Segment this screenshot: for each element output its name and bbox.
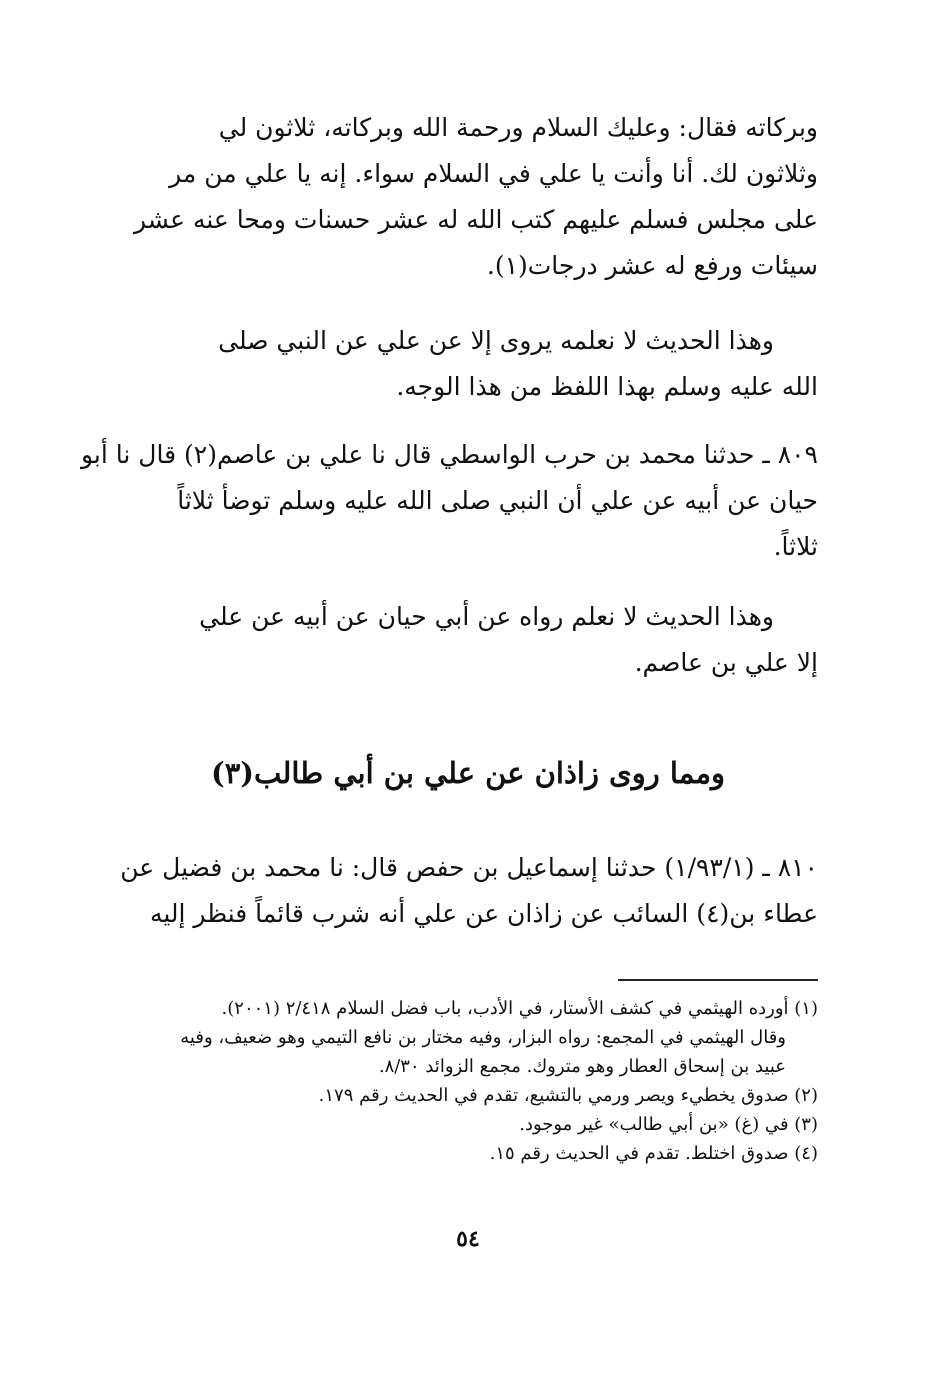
footnote-1: (١) أورده الهيثمي في كشف الأستار، في الأدب، باب فضل السلام ٢/٤١٨ (٢٠٠١). [221, 998, 818, 1019]
footnotes [118, 994, 818, 1168]
text-line: وهذا الحديث لا نعلم رواه عن أبي حيان عن أبيه عن علي [199, 602, 774, 631]
text-line: ثلاثاً. [773, 532, 818, 561]
text-line: إلا علي بن عاصم. [634, 648, 818, 677]
text-line: على مجلس فسلم عليهم كتب الله له عشر حسنات ومحا عنه عشر [133, 205, 818, 234]
footnote-4: (٤) صدوق اختلط. تقدم في الحديث رقم ١٥. [489, 1143, 818, 1164]
text-line: وبركاته فقال: وعليك السلام ورحمة الله وبركاته، ثلاثون لي [218, 113, 818, 142]
paragraph-1 [118, 105, 818, 289]
text-line: ٨١٠ ـ (١/٩٣/١) حدثنا إسماعيل بن حفص قال: نا محمد بن فضيل عن [120, 853, 818, 882]
footnote-1-continued: وقال الهيثمي في المجمع: رواه البزار، وفيه مختار بن نافع التيمي وهو ضعيف، وفيه [180, 1027, 786, 1048]
footnote-2: (٢) صدوق يخطيء ويصر ورمي بالتشيع، تقدم في الحديث رقم ١٧٩. [318, 1085, 818, 1106]
text-line: ٨٠٩ ـ حدثنا محمد بن حرب الواسطي قال نا علي بن عاصم(٢) قال نا أبو [81, 440, 818, 469]
text-line: وثلاثون لك. أنا وأنت يا علي في السلام سواء. إنه يا علي من مر [169, 159, 818, 188]
footnote-3: (٣) في (غ) «بن أبي طالب» غير موجود. [519, 1114, 818, 1135]
footnote-1-continued: عبيد بن إسحاق العطار وهو متروك. مجمع الزوائد ٨/٣٠. [378, 1056, 786, 1077]
footnote-separator [618, 979, 818, 981]
text-line: سيئات ورفع له عشر درجات(١). [486, 251, 818, 280]
section-heading: ومما روى زاذان عن علي بن أبي طالب(٣) [210, 756, 725, 790]
text-line: الله عليه وسلم بهذا اللفظ من هذا الوجه. [396, 372, 818, 401]
hadith-810 [118, 845, 818, 937]
paragraph-2 [118, 318, 818, 410]
page-number: ٥٤ [456, 1226, 480, 1252]
text-line: حيان عن أبيه عن علي أن النبي صلى الله عليه وسلم توضأ ثلاثاً [177, 486, 818, 515]
hadith-809 [81, 432, 818, 570]
paragraph-4 [118, 594, 818, 686]
text-line: وهذا الحديث لا نعلمه يروى إلا عن علي عن النبي صلى [218, 326, 774, 355]
text-line: عطاء بن(٤) السائب عن زاذان عن علي أنه شرب قائماً فنظر إليه [149, 899, 818, 928]
